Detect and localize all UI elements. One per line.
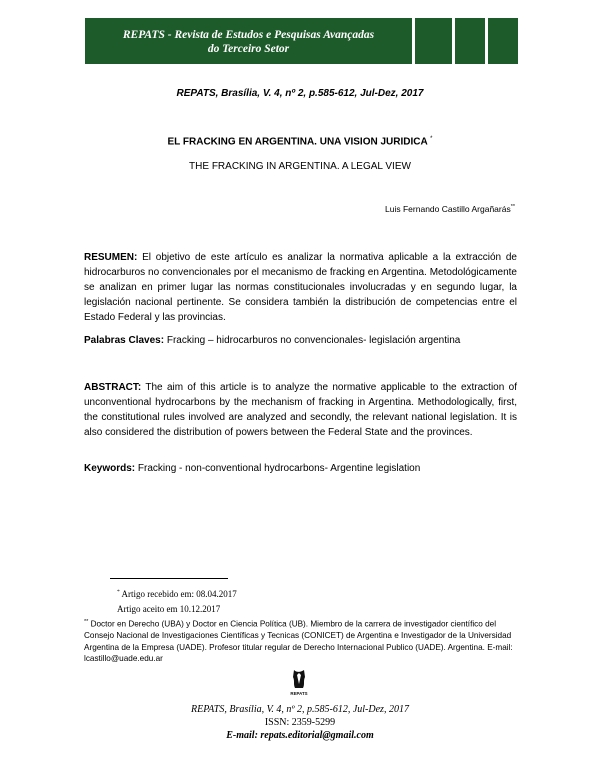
footer-issn: ISSN: 2359-5299 [264, 717, 336, 728]
author-name: Luis Fernando Castillo Argañarás [385, 204, 511, 214]
abstract-paragraph [84, 380, 517, 440]
banner-block-1 [415, 18, 452, 64]
received-mark: * [117, 589, 120, 595]
abstract-text: The aim of this article is to analyze the normative applicable to the extraction of unconventional hydrocarbons by the mechanism of fracking in Argentina. Methodologically, first, the constitutional rules involved are analyzed and secondly, the relevant national legislation. It is also considered the distribution of powers between the Federal State and the provinces. [84, 382, 517, 438]
resumen-label: RESUMEN: [84, 252, 138, 263]
palabras-text: Fracking – hidrocarburos no convencionales- legislación argentina [166, 335, 461, 346]
article-title-es [0, 136, 600, 147]
repats-logo [287, 669, 311, 697]
footnote-rule [110, 578, 228, 579]
footnote-dates [117, 585, 237, 617]
banner-block-3 [488, 18, 518, 64]
article-title-en: THE FRACKING IN ARGENTINA. A LEGAL VIEW [189, 161, 411, 172]
keywords-label: Keywords: [84, 463, 136, 474]
accepted-date: Artigo aceito em 10.12.2017 [117, 604, 221, 614]
keywords [84, 463, 420, 474]
title-footnote-mark: * [430, 136, 433, 142]
banner-block-2 [455, 18, 485, 64]
author-footnote-mark: ** [510, 204, 515, 211]
resumen-text: El objetivo de este artículo es analizar la normativa aplicable a la extracción de hidrocarburos no convencionales por el mecanismo de fracking en Argentina. Metodológicamente se analizan en primer lugar las normas constitucionales involucradas y en segundo lugar, la legislación nacional pertinente. Se considera también la distribución de competencias entre el Estado Federal y las provincias. [84, 252, 517, 323]
keywords-text: Fracking - non-conventional hydrocarbons- Argentine legislation [137, 463, 421, 474]
palabras-label: Palabras Claves: [84, 335, 165, 346]
footer-email[interactable]: E-mail: repats.editorial@gmail.com [226, 730, 374, 741]
palabras-claves [84, 335, 460, 346]
received-line [117, 585, 237, 602]
title-es-text: EL FRACKING EN ARGENTINA. UNA VISION JURIDICA [167, 136, 428, 148]
footer-citation: REPATS, Brasília, V. 4, nº 2, p.585-612, Jul-Dez, 2017 [191, 704, 409, 715]
logo-text: REPATS [290, 691, 308, 696]
journal-name-line2: do Terceiro Setor [207, 43, 290, 55]
resumen-paragraph [84, 250, 517, 325]
journal-banner [85, 18, 412, 64]
author-line [385, 204, 515, 214]
author-note-text: Doctor en Derecho (UBA) y Doctor en Ciencia Política (UB). Miembro de la carrera de investigador científico del Consejo Nacional de Investigaciones Científicas y Tecnicas (CONICET) de Argentina e Investigador de la Universidad Argentina de la Empresa (UADE). Profesor titular regular de Derecho Internacional Publico (UADE). Argentina. E-mail: lcastillo@uade.edu.ar [84, 619, 513, 664]
running-citation: REPATS, Brasília, V. 4, nº 2, p.585-612, Jul-Dez, 2017 [176, 88, 424, 99]
author-note-mark: ** [84, 619, 89, 625]
received-date: Artigo recebido em: 08.04.2017 [121, 589, 237, 599]
journal-name-line1: REPATS - Revista de Estudos e Pesquisas Avançadas [122, 29, 375, 41]
footnote-author [84, 617, 514, 665]
abstract-label: ABSTRACT: [84, 382, 142, 393]
